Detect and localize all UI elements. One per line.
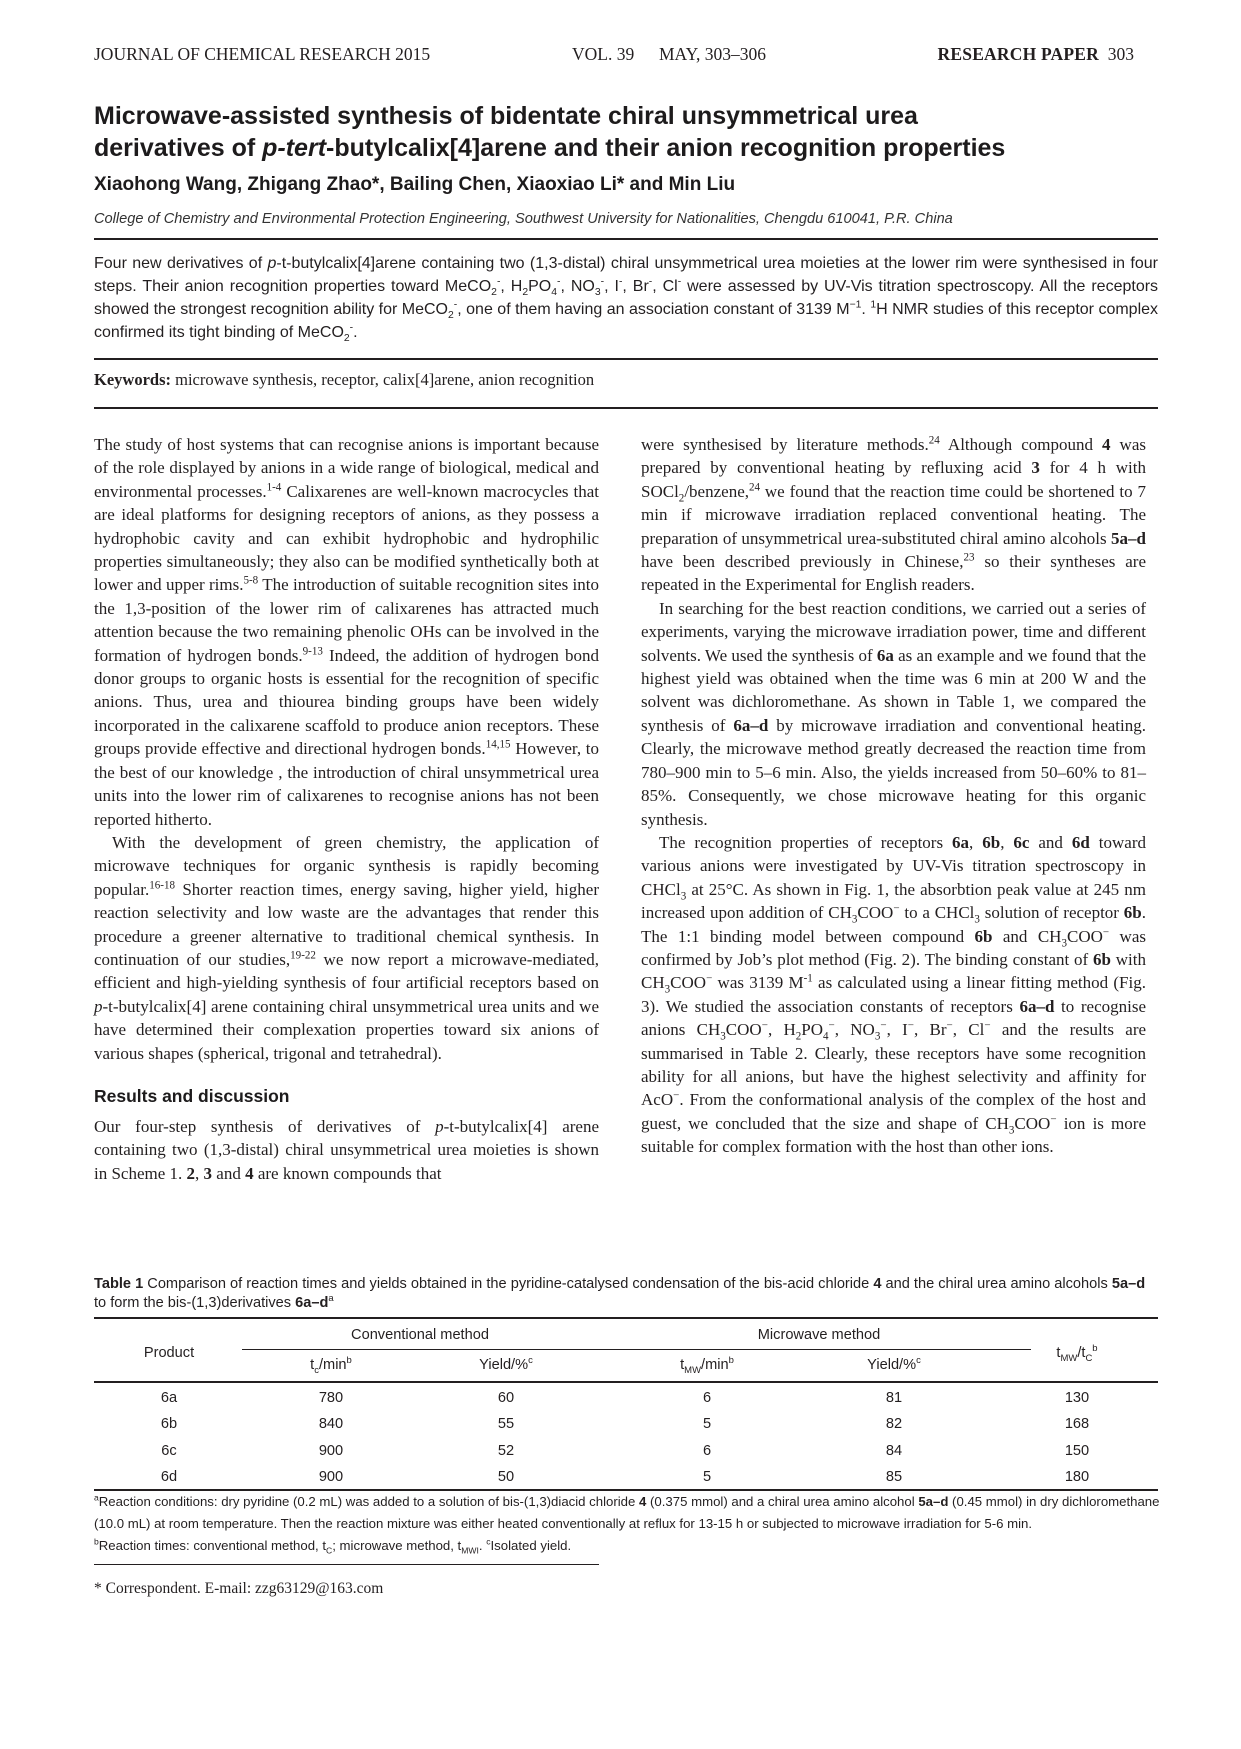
paragraph: [641, 597, 1146, 831]
compound-label: 6b: [982, 832, 1001, 852]
abstract-divider: [94, 358, 1158, 360]
affiliation: College of Chemistry and Environmental Protection Engineering, Southwest University for Nationalities, Chengdu 610041, P.R. China: [94, 211, 953, 227]
subscript: 2: [678, 492, 685, 505]
body-text: Shorter reaction times, energy saving, higher yield, higher reaction selectivity and low waste are the advantages that render this procedure a greener alternative to traditional chemical synthesis. In continuation of our studies,: [94, 879, 599, 969]
subscript: 3: [1008, 1124, 1015, 1137]
compound-label: 6b: [1093, 949, 1111, 969]
subscript: MWI: [461, 1545, 479, 1556]
title-line-2: [94, 132, 1154, 164]
subscript: C: [326, 1545, 333, 1556]
body-text: , NO: [834, 1020, 875, 1040]
col-group-microwave: Microwave method: [757, 1327, 881, 1343]
col-header-tc: [310, 1355, 352, 1376]
superscript: -: [648, 276, 653, 288]
compound-label: 3: [203, 1163, 213, 1183]
header-text: /min: [701, 1357, 729, 1373]
compound-label: 4: [245, 1163, 254, 1183]
subscript: 3: [1061, 936, 1067, 949]
citation: 16-18: [149, 879, 176, 892]
footnote-text: .: [478, 1538, 487, 1553]
body-text: . From the conformational analysis of the complex of the host and guest, we concluded that the size and shape of CH: [641, 1090, 1146, 1133]
table-header-rule: [94, 1381, 1158, 1383]
superscript: −: [907, 1019, 914, 1032]
footnote-text: Reaction times: conventional method, t: [98, 1538, 327, 1553]
superscript: c: [916, 1355, 921, 1367]
footnote-divider: [94, 1564, 599, 1565]
abstract-text: , H: [500, 278, 523, 295]
col-header-product: Product: [143, 1345, 195, 1361]
body-text: Calixarenes are well-known macrocycles that are ideal platforms for designing receptors of anions, as they possess a hydrophobic cavity and can exhibit hydrophobic and hydrophilic properties simultaneously; they also can be modified synthetically both at lower and upper rims.: [94, 481, 599, 595]
body-text: The study of host systems that can recognise anions is important because of the role displayed by anions in a wide range of biological, medical and environmental processes.: [94, 435, 599, 501]
microwave-underline: [607, 1349, 1031, 1350]
paragraph: [94, 1115, 599, 1185]
superscript: b: [1092, 1343, 1098, 1355]
compound-label: 3: [1031, 458, 1040, 478]
caption-text: to form the bis-(1,3)derivatives: [94, 1294, 296, 1311]
table-cell-tc: 840: [318, 1416, 344, 1432]
compound-label: 6a–d: [733, 715, 769, 735]
body-text: with CH: [641, 949, 1146, 993]
journal-volume: VOL. 39: [572, 44, 635, 64]
compound-label: 6a–d: [295, 1294, 329, 1311]
subscript: 4: [551, 287, 558, 299]
body-text: PO: [801, 1020, 823, 1040]
compound-label: 2: [186, 1163, 196, 1183]
compound-label: 6a: [952, 832, 970, 852]
table-label: Table 1: [94, 1276, 144, 1292]
table-cell-product: 6a: [160, 1390, 178, 1406]
title-text: derivatives of: [94, 134, 263, 162]
subscript: 4: [823, 1030, 829, 1043]
body-text: toward various anions were investigated by UV-Vis titration spectroscopy in CHCl: [641, 832, 1146, 899]
citation: 19-22: [290, 949, 316, 962]
superscript: −: [1102, 925, 1110, 938]
compound-label: 6a: [876, 645, 894, 665]
subscript: 2: [491, 287, 497, 299]
keywords: [94, 370, 594, 390]
abstract-text: , Cl: [652, 278, 678, 295]
table-cell-ratio: 150: [1064, 1443, 1090, 1459]
abstract-text: , I: [604, 278, 619, 295]
table-cell-yield-c: 52: [497, 1443, 515, 1459]
article-title: [94, 100, 1154, 164]
abstract-text: , one of them having an association constant of 3139 M: [457, 301, 850, 318]
body-italic: p: [94, 996, 103, 1016]
subscript: 2: [343, 333, 350, 345]
citation: 1-4: [266, 481, 282, 494]
body-text: However, to the best of our knowledge , the introduction of chiral unsymmetrical urea units into the lower rim of calixarenes to recognise anions has not been reported hitherto.: [94, 739, 599, 829]
superscript: −: [880, 1019, 887, 1032]
superscript: -: [349, 322, 354, 334]
body-text: ,: [1000, 832, 1014, 852]
author-list: Xiaohong Wang, Zhigang Zhao*, Bailing Chen, Xiaoxiao Li* and Min Liu: [94, 174, 736, 195]
abstract: [94, 252, 1158, 344]
paragraph: [94, 433, 599, 831]
header-text: t: [1056, 1345, 1061, 1361]
body-text: Although compound: [939, 435, 1102, 454]
compound-label: 6b: [974, 926, 993, 946]
table-footnotes: [94, 1491, 1158, 1557]
body-text: COO: [1067, 926, 1103, 946]
citation: 5-8: [243, 574, 259, 587]
keywords-label: Keywords:: [94, 370, 171, 389]
table-caption: [94, 1275, 1158, 1312]
body-text: COO: [1014, 1113, 1051, 1133]
body-text: to a CHCl: [899, 903, 975, 923]
superscript: −: [761, 1019, 768, 1032]
body-text: In searching for the best reaction conditions, we carried out a series of experiments, varying the microwave irradiation power, time and different solvents. We used the synthesis of: [641, 598, 1146, 665]
body-text: at 25°C. As shown in Fig. 1, the absorbtion peak value at 245 nm increased upon addition of CH: [641, 879, 1146, 923]
body-text: we found that the reaction time could be shortened to 7 min if microwave irradiation replaced conventional heating. The preparation of unsymmetrical urea-substituted chiral amino alcohols: [641, 481, 1146, 548]
paragraph: [641, 831, 1146, 1159]
superscript: -: [618, 276, 623, 288]
citation: 23: [963, 551, 975, 564]
body-text: were synthesised by literature methods.: [641, 435, 929, 454]
body-text: we now report a microwave-mediated, efficient and high-yielding synthesis of four artificial receptors based on: [94, 949, 599, 993]
table-cell-ratio: 130: [1064, 1390, 1090, 1406]
compound-label: 6b: [1123, 903, 1142, 923]
superscript: -: [496, 276, 501, 288]
superscript: -1: [803, 972, 813, 985]
journal-name: JOURNAL OF CHEMICAL RESEARCH 2015: [94, 44, 431, 64]
superscript: −: [1050, 1113, 1057, 1126]
superscript: a: [94, 1492, 99, 1503]
superscript: 1: [870, 299, 877, 311]
body-column-right: [641, 433, 1146, 1159]
body-text: was 3139 M: [712, 973, 804, 993]
keywords-divider: [94, 407, 1158, 409]
abstract-text: , Br: [622, 278, 649, 295]
table-cell-product: 6c: [161, 1443, 177, 1459]
footnote-text: (0.375 mmol) and a chiral urea amino alcohol: [646, 1494, 919, 1509]
caption-text: Comparison of reaction times and yields obtained in the pyridine-catalysed condensation of the bis-acid chloride: [143, 1276, 874, 1292]
header-text: Yield/%: [479, 1357, 529, 1373]
col-header-tmw: [680, 1355, 734, 1376]
body-text: , Cl: [952, 1020, 985, 1040]
body-text: , H: [767, 1020, 796, 1040]
superscript: b: [346, 1355, 352, 1367]
body-column-left: [94, 433, 599, 1185]
subscript: c: [314, 1364, 319, 1376]
superscript: -: [677, 276, 682, 288]
table-cell-tc: 900: [318, 1443, 344, 1459]
subscript: 2: [795, 1030, 802, 1043]
compound-label: 6d: [1071, 832, 1090, 852]
abstract-text: PO: [528, 278, 552, 295]
header-text: t: [680, 1357, 685, 1373]
table-cell-ratio: 180: [1064, 1469, 1090, 1485]
header-text: /min: [318, 1357, 347, 1373]
title-italic: p-tert: [262, 134, 327, 162]
subscript: 3: [594, 287, 601, 299]
keywords-text: microwave synthesis, receptor, calix[4]arene, anion recognition: [171, 370, 595, 389]
body-text: ion is more suitable for complex formation with the host than other ions.: [641, 1113, 1146, 1157]
running-head: [94, 44, 1134, 68]
abstract-text: Four new derivatives of: [94, 255, 268, 272]
superscript: -: [453, 299, 458, 311]
body-text: as calculated using a linear fitting method (Fig. 3). We studied the association constants of receptors: [641, 973, 1146, 1016]
subscript: 3: [974, 913, 980, 926]
body-text: -t-butylcalix[4] arene containing chiral unsymmetrical urea units and we have determined their complexation properties toward six anions of various shapes (spherical, trigonal and tetrahedral).: [94, 996, 599, 1063]
col-header-yield-conventional: [479, 1357, 533, 1373]
table-cell-yield-mw: 82: [885, 1416, 903, 1432]
citation: 14,15: [485, 738, 511, 751]
body-text: COO: [725, 1020, 762, 1040]
subscript: 2: [522, 287, 529, 299]
body-text: Our four-step synthesis of derivatives of: [94, 1116, 436, 1136]
table-cell-product: 6d: [160, 1469, 178, 1485]
citation: 9-13: [302, 645, 323, 657]
body-text: The introduction of suitable recognition sites into the 1,3-position of the lower rim of calixarenes has attracted much attention because the two remaining phenolic OHs can be involved in the formation of hydrogen bonds.: [94, 575, 599, 665]
correspondent-note: * Correspondent. E-mail: zzg63129@163.com: [94, 1580, 384, 1597]
body-text: so their syntheses are repeated in the Experimental for English readers.: [641, 552, 1147, 595]
superscript: -: [557, 276, 561, 288]
table-cell-product: 6b: [160, 1416, 178, 1432]
superscript: −1: [849, 299, 862, 311]
body-text: , I: [886, 1020, 908, 1040]
superscript: −: [893, 902, 900, 915]
col-group-conventional: Conventional method: [351, 1327, 489, 1343]
body-text: -t-butylcalix[4] arene containing two (1,3-distal) chiral unsymmetrical urea moieties is shown in Scheme 1.: [94, 1116, 599, 1183]
subscript: 3: [680, 890, 687, 903]
superscript: −: [673, 1089, 680, 1102]
compound-label: 4: [873, 1276, 882, 1292]
body-text: and: [1029, 832, 1072, 852]
body-text: are known compounds that: [253, 1163, 442, 1183]
superscript: c: [486, 1536, 491, 1547]
body-text: and the results are summarised in Table 2. Clearly, these receptors have some recognition ability for all anions, but have the highest selectivity and affinity for AcO: [641, 1020, 1147, 1110]
table-cell-ratio: 168: [1064, 1416, 1090, 1432]
body-text: ,: [195, 1163, 204, 1183]
col-header-ratio: [1056, 1343, 1098, 1364]
paragraph: [94, 831, 599, 1065]
abstract-text: .: [353, 324, 358, 341]
table-cell-tc: 900: [318, 1469, 344, 1485]
subscript: 3: [851, 913, 858, 926]
table-cell-yield-c: 60: [497, 1390, 515, 1406]
compound-label: 6c: [1013, 832, 1030, 852]
footnote-text: Isolated yield.: [490, 1538, 572, 1553]
paragraph: [641, 433, 1146, 597]
citation: 24: [928, 434, 940, 447]
body-text: , Br: [914, 1020, 947, 1040]
superscript: c: [528, 1355, 533, 1367]
body-italic: p: [435, 1116, 444, 1136]
body-text: . The 1:1 binding model between compound: [641, 903, 1146, 946]
superscript: −: [946, 1019, 953, 1032]
subscript: 3: [874, 1030, 881, 1043]
abstract-text: .: [861, 301, 871, 318]
compound-label: 6a–d: [1019, 996, 1055, 1016]
section-and-page: [938, 44, 1134, 65]
table-cell-yield-c: 55: [497, 1416, 515, 1432]
superscript: b: [728, 1355, 734, 1367]
body-text: for 4 h with SOCl: [641, 458, 1147, 501]
header-divider: [94, 238, 1158, 240]
body-text: solution of receptor: [979, 903, 1124, 923]
table-cell-tmw: 6: [702, 1390, 712, 1406]
subscript: MW: [1060, 1352, 1078, 1364]
body-text: Indeed, the addition of hydrogen bond donor groups to organic hosts is essential for the recognition of specific anions. Thus, urea and thiourea binding groups have been widely incorporated in the calixarene scaffold to produce anion receptors. These groups provide effective and directional hydrogen bonds.: [94, 645, 599, 759]
table-cell-tc: 780: [318, 1390, 344, 1406]
footnote-a: [94, 1491, 1158, 1513]
citation: 24: [748, 481, 761, 494]
abstract-text: -t-butylcalix[4]arene containing two (1,3-distal) chiral unsymmetrical urea moieties at the lower rim were synthesised in four steps. Their anion recognition properties toward MeCO: [94, 255, 1158, 295]
table-cell-yield-mw: 81: [885, 1390, 903, 1406]
header-text: Yield/%: [867, 1357, 917, 1373]
header-text: t: [310, 1357, 315, 1373]
page-number: 303: [1107, 44, 1134, 64]
subscript: 2: [448, 310, 454, 322]
superscript: −: [984, 1019, 991, 1032]
subscript: C: [1085, 1352, 1093, 1364]
body-text: by microwave irradiation and conventional heating. Clearly, the microwave method greatly decreased the reaction time from 780–900 min to 5–6 min. Also, the yields increased from 50–60% to 81–85%. Consequently, we chose microwave heating for this organic synthesis.: [641, 715, 1146, 829]
body-text: COO: [670, 973, 707, 993]
compound-label: 4: [639, 1494, 647, 1509]
compound-label: 5a–d: [918, 1494, 949, 1509]
body-text: The recognition properties of receptors: [659, 832, 953, 852]
superscript: −: [828, 1019, 835, 1032]
superscript: -: [600, 276, 605, 288]
body-text: and CH: [992, 926, 1062, 946]
title-text: -butylcalix[4]arene and their anion recognition properties: [326, 134, 1006, 162]
abstract-text: were assessed by UV-Vis titration spectroscopy. All the receptors showed the strongest recognition ability for MeCO: [94, 278, 1159, 318]
body-text: COO: [857, 903, 894, 923]
title-line-1: Microwave-assisted synthesis of bidentate chiral unsymmetrical urea: [94, 102, 918, 130]
body-text: was prepared by conventional heating by refluxing acid: [641, 435, 1146, 478]
abstract-text: H NMR studies of this receptor complex confirmed its tight binding of MeCO: [94, 301, 1159, 341]
compound-label: 4: [1102, 435, 1111, 454]
header-text: /t: [1077, 1345, 1086, 1361]
body-text: With the development of green chemistry, the application of microwave techniques for organic synthesis is rapidly becoming popular.: [94, 832, 599, 899]
abstract-text: , NO: [560, 278, 595, 295]
table-cell-yield-mw: 85: [885, 1469, 903, 1485]
col-header-yield-microwave: [867, 1357, 921, 1373]
table-top-rule: [94, 1317, 1158, 1319]
compound-label: 5a–d: [1111, 1276, 1146, 1292]
superscript: −: [706, 972, 713, 985]
footnote-b-c: [94, 1535, 1158, 1557]
body-text: to recognise anions CH: [641, 996, 1147, 1040]
superscript: b: [94, 1536, 99, 1547]
body-text: ,: [969, 832, 983, 852]
footnote-text: Reaction conditions: dry pyridine (0.2 mL) was added to a solution of bis-(1,3)diacid chloride: [98, 1494, 640, 1509]
footnote-a-continued: (10.0 mL) at room temperature. Then the reaction mixture was either heated conventionally at reflux for 13-15 h or subjected to microwave irradiation for 5-6 min.: [94, 1516, 1032, 1531]
caption-text: and the chiral urea amino alcohols: [881, 1276, 1112, 1292]
body-text: /benzene,: [684, 481, 749, 501]
subscript: MW: [684, 1364, 702, 1376]
table-cell-tmw: 6: [702, 1443, 712, 1459]
superscript: a: [328, 1292, 334, 1304]
table-cell-tmw: 5: [702, 1469, 712, 1485]
journal-date-pages: MAY, 303–306: [659, 44, 766, 64]
section-label: RESEARCH PAPER: [937, 44, 1099, 64]
table-cell-tmw: 5: [702, 1416, 712, 1432]
abstract-italic: p: [267, 255, 277, 272]
footnote-text: (0.45 mmol) in dry dichloromethane: [948, 1494, 1160, 1509]
section-heading: Results and discussion: [94, 1085, 290, 1106]
footnote-text: ; microwave method, t: [332, 1538, 462, 1553]
subscript: 3: [664, 983, 671, 996]
table-cell-yield-c: 50: [497, 1469, 515, 1485]
body-text: as an example and we found that the highest yield was obtained when the time was 6 min at 200 W and the solvent was dichloromethane. As shown in Table 1, we compared the synthesis of: [641, 645, 1147, 735]
table-cell-yield-mw: 84: [885, 1443, 903, 1459]
body-text: was confirmed by Job’s plot method (Fig. 2). The binding constant of: [641, 926, 1146, 969]
compound-label: 5a–d: [1111, 528, 1146, 548]
body-text: and: [212, 1163, 246, 1183]
subscript: 3: [720, 1030, 726, 1043]
body-text: have been described previously in Chinese,: [641, 552, 964, 572]
